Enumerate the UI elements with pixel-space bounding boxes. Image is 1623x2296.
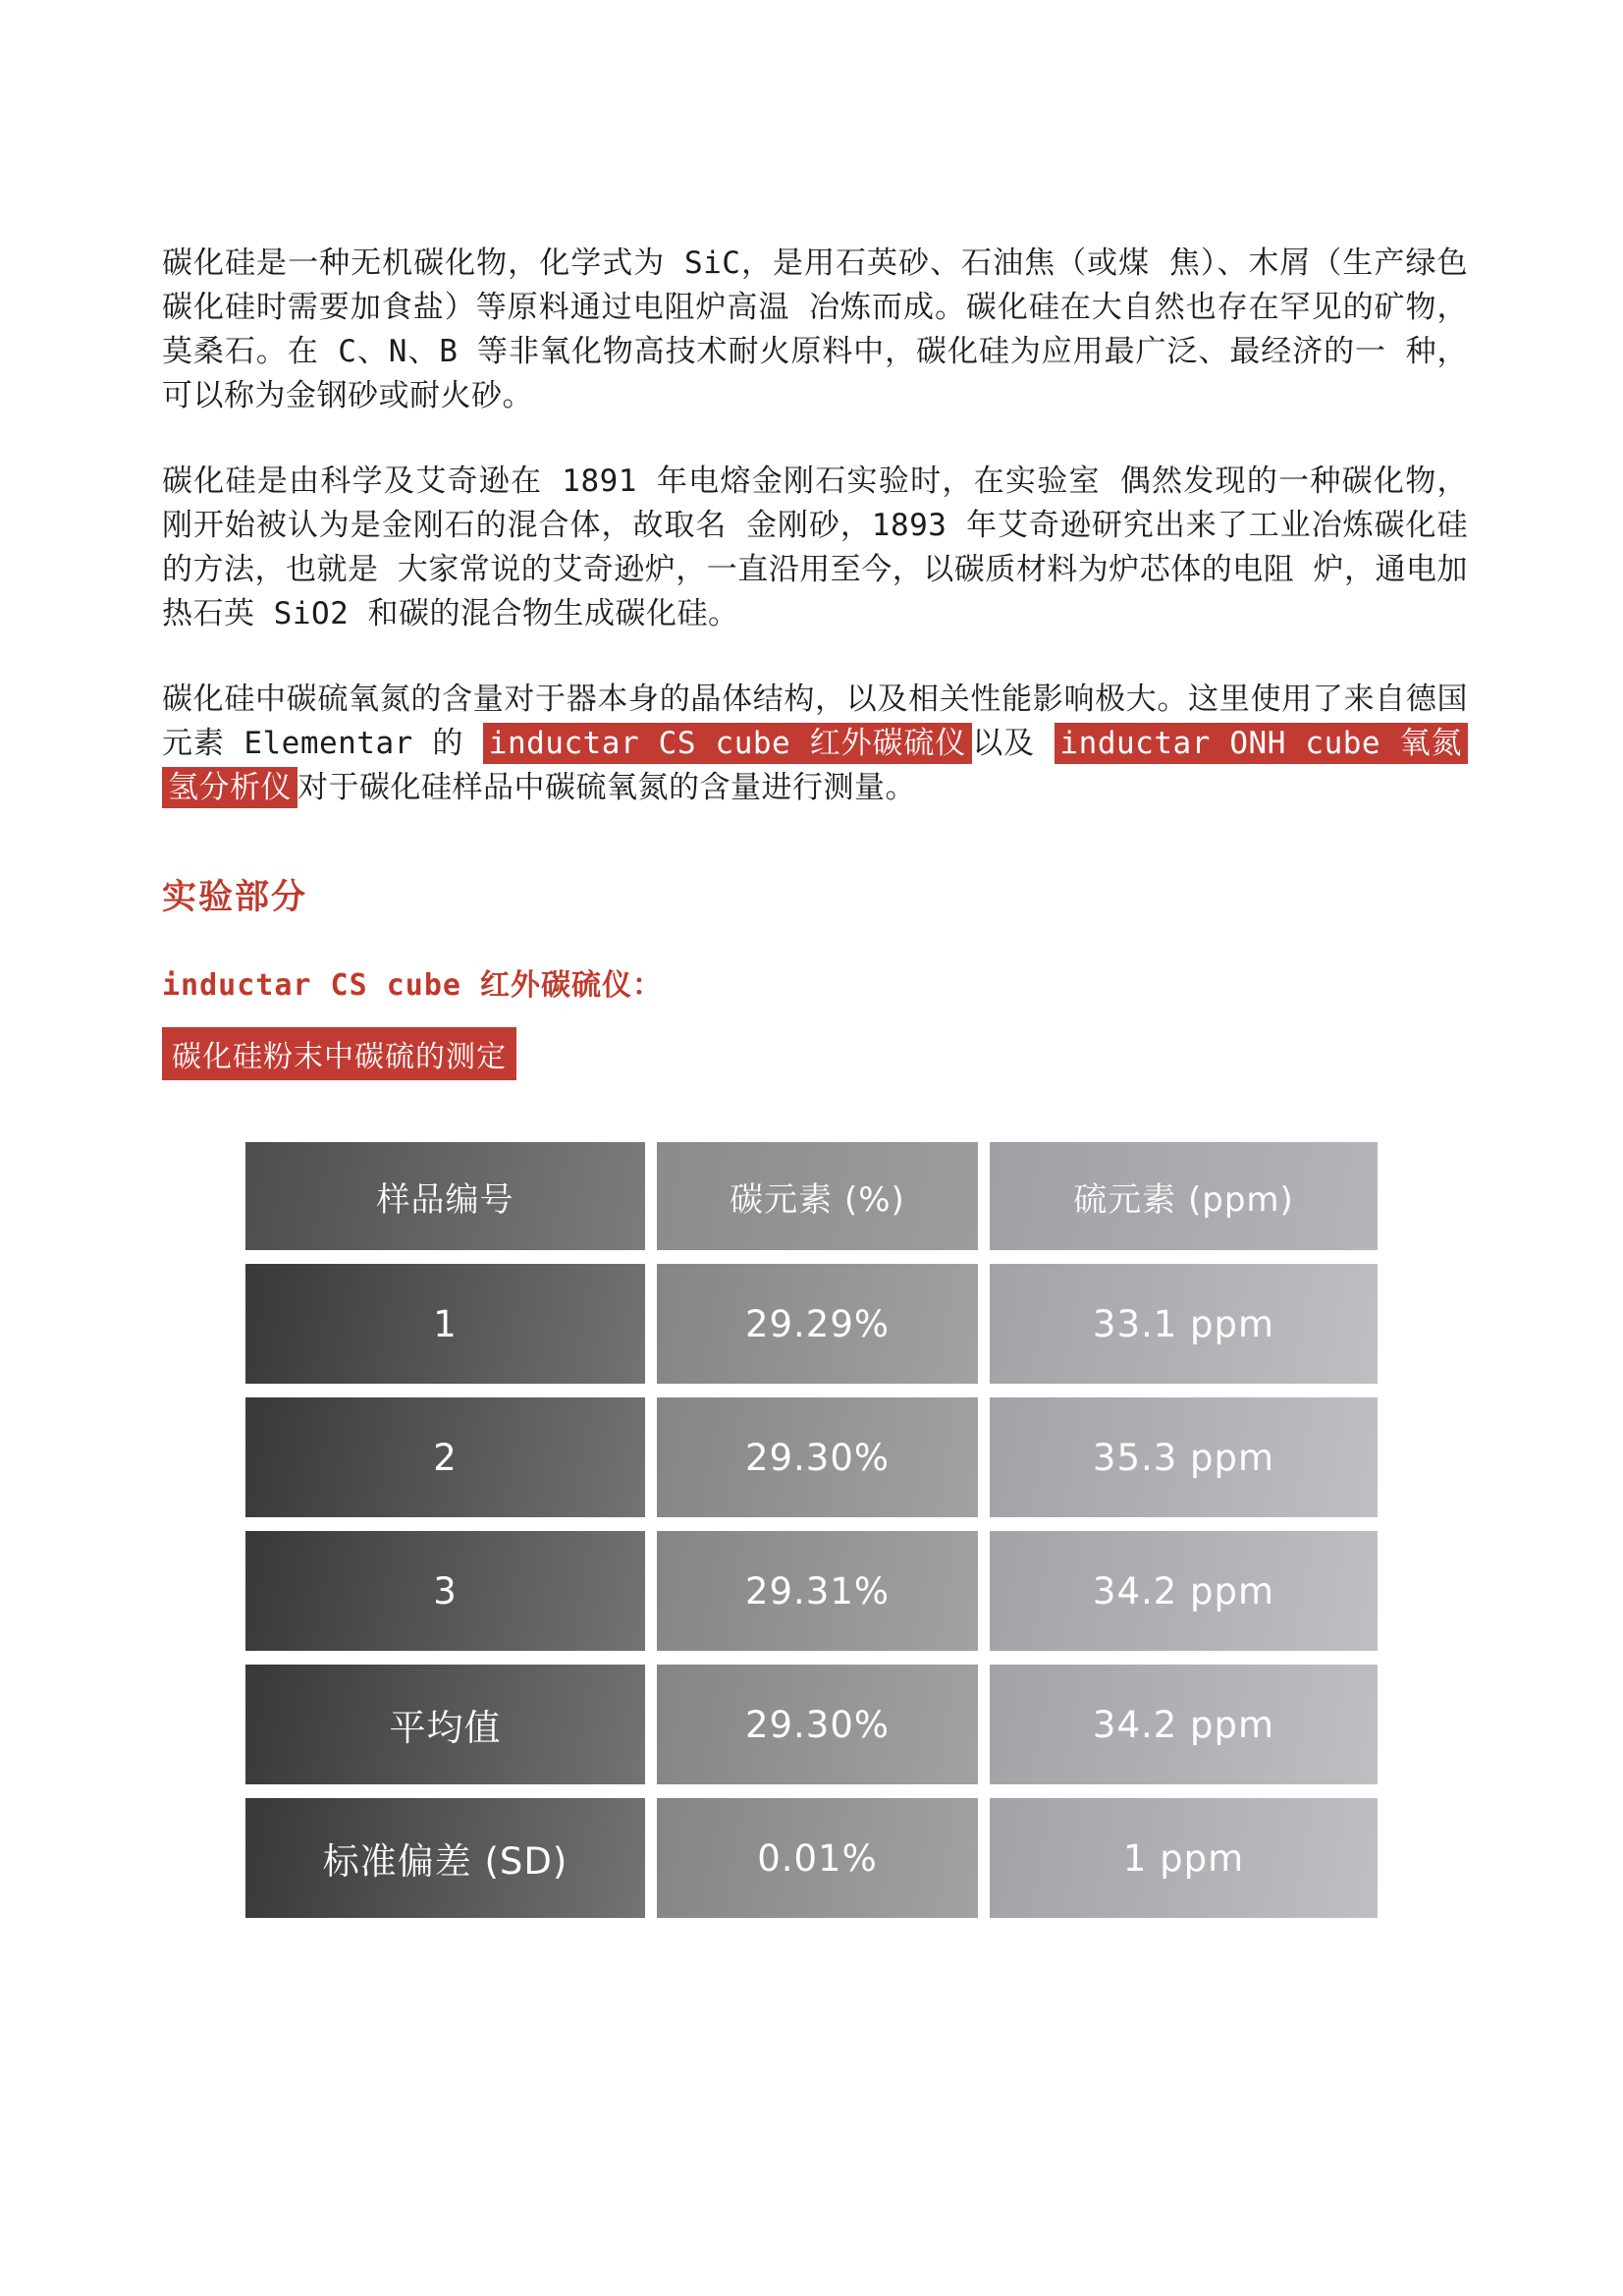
paragraph-history: 碳化硅是由科学及艾奇逊在 1891 年电熔金刚石实验时，在实验室 偶然发现的一种碳化物，刚开始被认为是金刚石的混合体，故取名 金刚砂，1893 年艾奇逊研究出来了工业冶炼碳化硅的方法，也就是 大家常说的艾奇逊炉，一直沿用至今，以碳质材料为炉芯体的电阻 炉，通电加热石英 SiO2 和碳的混合物生成碳化硅。	[162, 464, 1468, 631]
table-cell-sample: 标准偏差 (SD)	[245, 1798, 645, 1918]
table-cell-carbon: 29.30%	[657, 1665, 978, 1784]
paragraph-intro: 碳化硅是一种无机碳化物，化学式为 SiC，是用石英砂、石油焦（或煤 焦）、木屑（生产绿色碳化硅时需要加食盐）等原料通过电阻炉高温 冶炼而成。碳化硅在大自然也存在罕见的矿物，莫桑石。在 C、N、B 等非氧化物高技术耐火原料中，碳化硅为应用最广泛、最经济的一 种，可以称为金钢砂或耐火砂。	[162, 246, 1468, 413]
table-cell-sulfur: 1 ppm	[990, 1798, 1378, 1918]
highlight-inductar-onh-cube: inductar ONH cube 氧氮氢分析仪	[162, 723, 1468, 808]
table-row	[245, 1531, 1378, 1651]
table-cell-sample: 1	[245, 1264, 645, 1384]
table-cell-carbon: 29.31%	[657, 1531, 978, 1651]
results-table	[245, 1142, 1378, 1932]
table-cell-sample: 平均值	[245, 1665, 645, 1784]
table-cell-sulfur: 34.2 ppm	[990, 1531, 1378, 1651]
table-row-standard-deviation	[245, 1798, 1378, 1918]
text-segment: 对于碳化硅样品中碳硫氧氮的含量进行测量。	[298, 770, 916, 805]
table-row	[245, 1397, 1378, 1517]
table-header-sample-id: 样品编号	[245, 1142, 645, 1250]
table-cell-sulfur: 34.2 ppm	[990, 1665, 1378, 1784]
paragraph-instruments	[162, 678, 1468, 810]
text-segment: 碳化硅中碳硫氧氮的含量对于器本身的晶体结构，以及相关性能影响极大。这里使用了来自德国元素 Elementar 的	[162, 682, 1468, 761]
text-segment: 以及	[972, 726, 1055, 761]
table-cell-carbon: 29.29%	[657, 1264, 978, 1384]
sub-heading-instrument: inductar CS cube 红外碳硫仪：	[162, 968, 664, 1003]
table-cell-carbon: 29.30%	[657, 1397, 978, 1517]
table-cell-sulfur: 35.3 ppm	[990, 1397, 1378, 1517]
table-row	[245, 1264, 1378, 1384]
section-heading-experiment: 实验部分	[162, 878, 308, 917]
table-cell-sample: 3	[245, 1531, 645, 1651]
highlight-determination-title: 碳化硅粉末中碳硫的测定	[162, 1027, 516, 1080]
table-cell-sulfur: 33.1 ppm	[990, 1264, 1378, 1384]
highlight-inductar-cs-cube: inductar CS cube 红外碳硫仪	[483, 723, 972, 764]
table-header-sulfur: 硫元素 (ppm)	[990, 1142, 1378, 1250]
table-cell-carbon: 0.01%	[657, 1798, 978, 1918]
table-cell-sample: 2	[245, 1397, 645, 1517]
table-row-average	[245, 1665, 1378, 1784]
table-header-row	[245, 1142, 1378, 1250]
table-header-carbon: 碳元素 (%)	[657, 1142, 978, 1250]
